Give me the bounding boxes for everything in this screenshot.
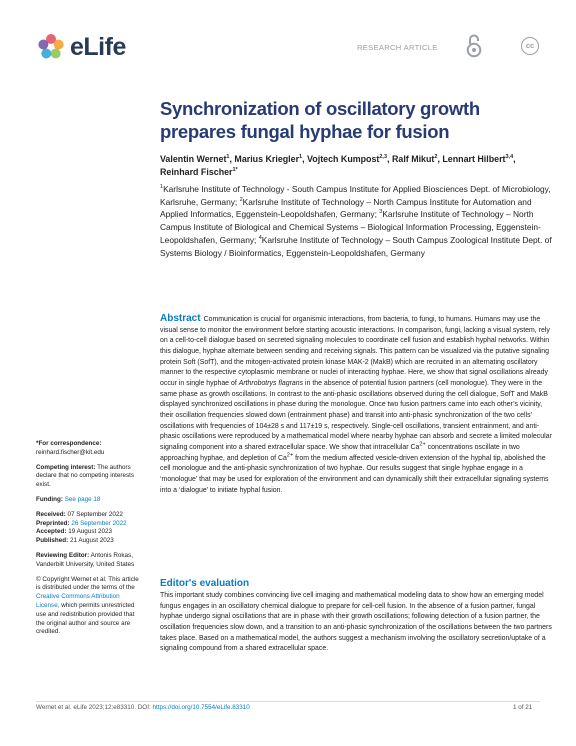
author-list: Valentin Wernet$^1$, Marius Kriegler$^1$, Vojtech Kumpost$^{2,3}$, Ralf Mikut$^2$, Lennart Hilbert$^{3,4}$, Reinhard Fischer$^{1*}$ bbox=[160, 154, 516, 177]
article-title: Synchronization of oscillatory growth prepares fungal hyphae for fusion bbox=[160, 98, 480, 142]
affiliation-2: Karlsruhe Institute of Technology – North Campus Institute for Automation and Applied Informatics, Eggenstein-Leopoldshafen, Germany; bbox=[160, 196, 532, 220]
footer-divider bbox=[36, 701, 540, 702]
author-name[interactable]: Vojtech Kumpost$^{2,3}$ bbox=[307, 154, 388, 164]
reviewing-editor-block: Reviewing Editor: Antonis Rokas, Vanderbilt University, United States bbox=[36, 551, 135, 568]
affiliation-4: Karlsruhe Institute of Technology – South Campus Zoological Institute Dept. of Systems Biology / Bioinformatics, Eggenstein-Leopoldshafen, Germany bbox=[160, 234, 552, 258]
license-link[interactable]: Creative Commons Attribution License, bbox=[36, 593, 120, 609]
copyright-block: © Copyright Wernet et al. This article is distributed under the terms of the Creative Commons Attribution License, which permits unrestricted use and redistribution provided that the original author and source are credited. bbox=[36, 575, 139, 636]
competing-interest-block: Competing interest: The authors declare that no competing interests exist. bbox=[36, 463, 135, 489]
article-info-sidebar bbox=[36, 440, 144, 643]
doi-link[interactable]: https://doi.org/10.7554/eLife.83310 bbox=[152, 704, 250, 711]
affiliation-3: Karlsruhe Institute of Technology – North Campus Institute of Biological and Chemical Systems – Biological Information Processing, Eggenstein-Leopoldshafen, Germany; bbox=[160, 209, 541, 245]
funding-link[interactable]: See page 18 bbox=[64, 495, 101, 503]
author-name[interactable]: Ralf Mikut$^2$ bbox=[391, 154, 438, 164]
author-name[interactable]: Lennart Hilbert$^{3,4}$ bbox=[442, 154, 514, 164]
funding-block: Funding: See page 18 bbox=[36, 495, 101, 503]
creative-commons-icon: cc bbox=[521, 37, 539, 55]
author-name[interactable]: Valentin Wernet$^1$ bbox=[160, 154, 230, 164]
dates-block: Received: 07 September 2022 Preprinted: 26 September 2022 Accepted: 19 August 2023 Published: 21 August 2023 bbox=[36, 510, 127, 545]
author-name[interactable]: Reinhard Fischer$^{1*}$ bbox=[160, 166, 238, 177]
correspondence-block: *For correspondence: reinhard.fischer@kit.edu bbox=[36, 440, 105, 456]
elife-flower-icon bbox=[36, 32, 66, 62]
article-type-label: RESEARCH ARTICLE bbox=[357, 43, 438, 52]
affiliations: $^1$Karlsruhe Institute of Technology - South Campus Institute for Applied Biosciences Dept. of Microbiology, Karlsruhe, Germany; $^2$Karlsruhe Institute of Technology – North Campus Institute for Automation and Applied Informatics, Eggenstein-Leopoldshafen, Germany; $^3$Karlsruhe Institute of Technology – North Campus Institute of Biological and Chemical Systems – Biological Information Processing, Eggenstein-Leopoldshafen, Germany; $^4$Karlsruhe Institute of Technology – South Campus Zoological Institute Dept. of Systems Biology / Bioinformatics, Eggenstein-Leopoldshafen, Germany bbox=[160, 184, 552, 258]
open-access-lock-icon bbox=[465, 33, 483, 59]
page-number: 1 of 21 bbox=[513, 704, 533, 711]
footer-citation: Wernet et al. eLife 2023;12:e83310. DOI: https://doi.org/10.7554/eLife.83310 bbox=[36, 704, 250, 711]
editors-evaluation-heading: Editor's evaluation bbox=[160, 578, 250, 589]
correspondence-email[interactable]: reinhard.fischer@kit.edu bbox=[36, 448, 105, 456]
elife-logo[interactable] bbox=[36, 32, 126, 62]
affiliation-1: Karlsruhe Institute of Technology - South Campus Institute for Applied Biosciences Dept. of Microbiology, Karlsruhe, Germany; bbox=[160, 184, 551, 207]
editors-evaluation-body: This important study combines convincing live cell imaging and mathematical modeling data to show how an emerging model fungus engages in an oscillatory chemical dialogue to prepare for cell-cell fusion. In the absence of a fusion partner, fungal hyphae undergo signal oscillations that are in phase with their growth oscillations; following detection of a fusion partner, the oscillation frequencies slow down, and a transition to an anti-phasic synchronization of the oscillations between the two partners takes place. Based on a mathematical model, the authors suggest a mechanism involving the oscillatory secretion/uptake of a signaling compound from a shared extracellular space. bbox=[160, 592, 552, 653]
elife-logo-text: eLife bbox=[70, 32, 126, 61]
species-name: Arthrobotrys flagrans bbox=[238, 379, 304, 387]
author-name[interactable]: Marius Kriegler$^1$ bbox=[234, 154, 303, 164]
abstract-heading: Abstract bbox=[160, 313, 201, 324]
preprint-link[interactable]: 26 September 2022 bbox=[71, 519, 127, 527]
abstract: Abstract Communication is crucial for organismic interactions, from bacteria, to fungi, to humans. Humans may use the visual sense to monitor the environment before starting acoustic interactions. In comparison, fungi, lacking a visual system, rely on a cell-to-cell dialogue based on secreted signaling molecules to coordinate cell fusion and establish hyphal networks. Within this dialogue, hyphae alternate between sending and receiving signals. This pattern can be visualized via the putative signaling protein Soft (SofT), and the mitogen-activated protein kinase MAK-2 (MakB) which are recruited in an alternating oscillatory manner to the respective cytoplasmic membrane or nuclei of interacting hyphae. Here, we show that signal oscillations already occur in single hyphae of Arthrobotrys flagrans in the absence of potential fusion partners (cell monologue). They were in the same phase as growth oscillations. In contrast to the anti-phasic oscillations observed during the cell dialogue, SofT and MakB displayed synchronized oscillations in phase during the monologue. Once two fusion partners came into each other’s vicinity, their oscillation frequencies slowed down (entrainment phase) and transit into anti-phasic synchronization of the two cells’ oscillations with frequencies of 104±28 s and 117±19 s, respectively. Single-cell oscillations, transient entrainment, and anti-phasic oscillations were reproduced by a mathematical model where nearby hyphae can absorb and secrete a limited molecular signaling component into a shared extracellular space. We show that intracellular $Ca^{2+}$ concentrations oscillate in two approaching hyphae, and depletion of $Ca^{2+}$ from the medium affected vesicle-driven extension of the hyphal tip, abolished the cell monologue and the anti-phasic synchronization of two hyphae. Our results suggest that single hyphae engage in a ‘monologue’ that may be used for exploration of the environment and can dynamically shift their extracellular signaling systems into a ‘dialogue’ to initiate hyphal fusion. bbox=[160, 313, 552, 494]
